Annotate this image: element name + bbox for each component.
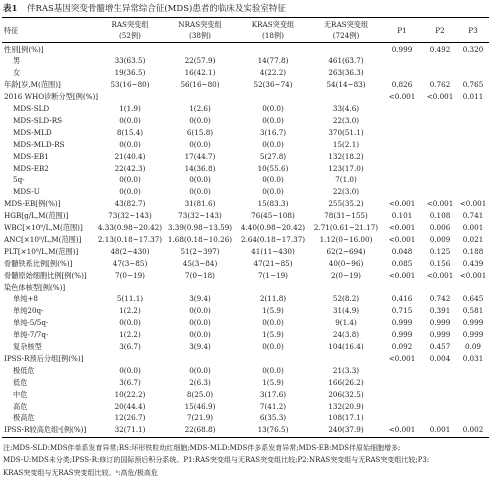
cell-c1: 32(71.1)	[114, 425, 146, 435]
cell-c1: 0(0.0)	[119, 115, 141, 125]
cell-p3: 0.002	[462, 425, 484, 435]
cell-c2: 3.39(0.98~13.59)	[167, 223, 233, 232]
cell-p3: 0.031	[462, 353, 484, 363]
table-row	[2, 164, 489, 175]
row-label: 2016 WHO诊断分型[例(%)]	[4, 92, 99, 102]
cell-c1: 8(15.4)	[116, 127, 144, 137]
cell-p3: 0.021	[462, 234, 484, 244]
header-group-1-name: RAS突变组	[111, 20, 149, 29]
table-row	[2, 235, 489, 246]
cell-c2: 31(81.6)	[184, 199, 216, 209]
cell-p3: 0.001	[462, 223, 484, 232]
cell-c4: 104(16.4)	[328, 342, 364, 351]
cell-c4: 206(32.5)	[328, 389, 364, 399]
row-label: MDS-SLD	[13, 104, 50, 113]
cell-c4: 2(0~19)	[331, 270, 361, 280]
cell-p2: 0.006	[429, 223, 451, 232]
cell-p3: 0.999	[462, 318, 484, 328]
cell-c4: 2.71(0.61~21.17)	[313, 223, 379, 232]
cell-c4: 132(18.2)	[328, 151, 364, 161]
cell-c4: 108(17.1)	[328, 413, 364, 423]
header-group-2-n: (38例)	[189, 31, 211, 40]
cell-c3: 14(77.8)	[257, 56, 289, 66]
row-label: MDS-SLD-RS	[13, 115, 63, 125]
cell-p1: <0.001	[388, 234, 416, 244]
row-label: 单纯-5/5q-	[13, 318, 49, 328]
cell-c3: 5(27.8)	[259, 151, 287, 161]
cell-c1: 33(63.5)	[114, 56, 146, 66]
cell-p3: <0.001	[459, 270, 487, 280]
row-label: 中危	[13, 389, 28, 399]
cell-c4: 9(1.4)	[335, 318, 357, 328]
cell-c2: 73(32~143)	[178, 211, 222, 221]
cell-p1: 0.999	[391, 318, 413, 328]
cell-c3: 0(0.0)	[262, 318, 284, 328]
note-line: MDS-U:MDS未分类;IPSS-R:修订的国际预后积分系统。P1:RAS突变组与无RAS突变组比较;P2:NRAS突变组与无RAS突变组比较;P3:	[3, 456, 430, 465]
cell-p1: <0.001	[388, 353, 416, 363]
cell-c4: 7(1.0)	[335, 175, 357, 185]
cell-c2: 0(0.0)	[189, 365, 211, 375]
cell-c1: 1(2.2)	[119, 330, 141, 340]
cell-c4: 15(2.1)	[332, 139, 360, 149]
cell-c2: 0(0.0)	[189, 139, 211, 149]
cell-c3: 0(0.0)	[262, 365, 284, 375]
cell-c3: 7(41.2)	[259, 401, 287, 411]
cell-c3: 4.40(0.98~20.42)	[240, 223, 306, 232]
cell-c1: 0(0.0)	[119, 139, 141, 149]
cell-c4: 255(35.2)	[328, 199, 364, 209]
cell-c4: 78(31~155)	[324, 211, 368, 221]
cell-p1: <0.001	[388, 199, 416, 209]
cell-c4: 21(3.3)	[332, 365, 360, 375]
note-line: 注:MDS-SLD:MDS伴单系发育异常;RS:环形铁粒幼红细胞;MDS-MLD:MDS伴多系发育异常;MDS-EB:MDS伴原始细胞增多;	[3, 444, 401, 452]
cell-c2: 6(15.8)	[186, 127, 214, 137]
cell-p3: 0.439	[462, 258, 484, 268]
cell-c4: 166(26.2)	[328, 377, 364, 387]
cell-c4: 370(51.1)	[328, 127, 364, 137]
cell-c3: 0(0.0)	[262, 175, 284, 185]
table-row	[2, 402, 489, 413]
cell-c3: 4(22.2)	[259, 68, 287, 78]
row-label: IPSS-R预后分组[例(%)]	[4, 353, 84, 363]
cell-p2: 0.457	[429, 342, 451, 351]
cell-p2: <0.001	[426, 270, 454, 280]
header-feature: 特征	[4, 26, 19, 35]
cell-p1: 0.999	[391, 330, 413, 340]
cell-p1: 0.826	[391, 80, 413, 90]
cell-c3: 52(36~74)	[253, 80, 293, 90]
row-label: MDS-EB1	[13, 151, 49, 161]
cell-c1: 73(32~143)	[108, 211, 152, 221]
cell-c4: 22(3.0)	[332, 187, 360, 197]
cell-c4: 40(0~96)	[328, 258, 364, 268]
cell-c3: 41(11~430)	[251, 246, 295, 256]
table-row	[2, 187, 489, 198]
cell-c1: 10(22.2)	[114, 389, 146, 399]
cell-c2: 0(0.0)	[189, 306, 211, 316]
row-label: 性别[例(%)]	[4, 44, 44, 54]
cell-c2: 7(0~18)	[185, 270, 215, 280]
cell-c3: 0(0.0)	[262, 187, 284, 197]
header-group-4-name: 无RAS突变组	[323, 20, 369, 29]
cell-c2: 1(2.6)	[189, 104, 211, 113]
table-row	[2, 413, 489, 424]
cell-c3: 7(1~19)	[258, 270, 288, 280]
table-row	[2, 175, 489, 186]
table-row	[2, 354, 489, 365]
cell-c1: 19(36.5)	[114, 68, 146, 78]
cell-p2: 0.762	[429, 80, 451, 90]
cell-p2: 0.999	[429, 330, 451, 340]
row-label: 极低危	[13, 365, 35, 375]
cell-p1: 0.092	[391, 342, 413, 351]
cell-c1: 2.13(0.18~17.37)	[97, 234, 163, 244]
cell-c3: 15(83.3)	[257, 199, 289, 209]
bottom-rule	[2, 437, 489, 438]
cell-c2: 17(44.7)	[184, 151, 216, 161]
cell-c1: 3(6.7)	[119, 377, 141, 387]
cell-p3: 0.581	[462, 306, 484, 316]
cell-p3: 0.765	[462, 80, 484, 90]
row-label: 复杂核型	[13, 342, 42, 351]
cell-c2: 0(0.0)	[189, 115, 211, 125]
cell-p2: <0.001	[426, 199, 454, 209]
cell-c1: 1(2.2)	[119, 306, 141, 316]
row-label: 染色体核型[例(%)]	[4, 282, 66, 292]
row-label: MDS-MLD-RS	[13, 139, 65, 149]
table-row	[2, 366, 489, 377]
cell-p2: 0.492	[429, 44, 451, 54]
table-row	[2, 390, 489, 401]
cell-c3: 3(17.6)	[259, 389, 287, 399]
row-label: MDS-MLD	[13, 127, 52, 137]
header-group-3-n: (18例)	[262, 31, 284, 40]
cell-c2: 45(3~84)	[182, 258, 218, 268]
cell-c2: 2(6.3)	[189, 377, 211, 387]
cell-p2: 0.391	[429, 306, 451, 316]
cell-p2: 0.001	[429, 425, 451, 435]
row-label: 单纯-7/7q-	[13, 330, 49, 340]
cell-c1: 0(0.0)	[119, 365, 141, 375]
table-row	[2, 92, 489, 103]
cell-c2: 56(16~80)	[180, 80, 220, 90]
cell-c3: 76(45~108)	[251, 211, 295, 221]
cell-c1: 21(40.4)	[114, 151, 146, 161]
row-label: 骨髓铁系比例[例(%)]	[4, 258, 73, 268]
table-row	[2, 306, 489, 317]
cell-c2: 22(57.9)	[184, 56, 216, 66]
cell-p3: 0.011	[462, 92, 484, 102]
cell-p2: 0.999	[429, 318, 451, 328]
table-row	[2, 68, 489, 79]
row-label: HGB[g/L,M(范围)]	[4, 211, 69, 221]
table-row	[2, 152, 489, 163]
cell-c1: 1(1.9)	[119, 104, 141, 113]
cell-c3: 0(0.0)	[262, 115, 284, 125]
table-caption	[0, 2, 491, 16]
cell-c4: 62(2~694)	[326, 246, 366, 256]
cell-c3: 6(35.3)	[259, 413, 287, 423]
cell-p1: 0.085	[391, 258, 413, 268]
row-label: IPSS-R较高危组ᵃ[例(%)]	[4, 425, 87, 435]
cell-p1: 0.416	[391, 294, 413, 304]
table-row	[2, 128, 489, 139]
cell-c3: 2.64(0.18~17.37)	[240, 234, 306, 244]
cell-c4: 1.12(0~16.00)	[319, 234, 373, 244]
row-label: 极高危	[13, 413, 35, 423]
row-label: 女	[13, 68, 21, 78]
cell-c4: 22(3.0)	[332, 115, 360, 125]
cell-p1: <0.001	[388, 223, 416, 232]
table-row	[2, 271, 489, 282]
cell-c1: 47(3~85)	[112, 258, 148, 268]
table-row	[2, 378, 489, 389]
row-label: 低危	[13, 377, 28, 387]
cell-c3: 1(5.9)	[262, 306, 284, 316]
row-label: 年龄[岁,M(范围)]	[4, 80, 61, 90]
cell-p3: 0.09	[464, 342, 481, 351]
cell-c1: 0(0.0)	[119, 318, 141, 328]
table-row	[2, 140, 489, 151]
row-label: 骨髓原始细胞比例[例(%)]	[4, 270, 87, 280]
cell-p3: 0.188	[462, 246, 484, 256]
cell-p1: 0.715	[391, 306, 413, 316]
cell-c4: 240(37.9)	[328, 425, 364, 435]
cell-c4: 461(63.7)	[328, 56, 364, 66]
cell-c1: 43(82.7)	[114, 199, 146, 209]
cell-c2: 51(2~397)	[180, 246, 220, 256]
table-row	[2, 45, 489, 56]
cell-c3: 3(16.7)	[259, 127, 287, 137]
row-label: 高危	[13, 401, 28, 411]
note-line: KRAS突变组与无RAS突变组比较。ᵃ:高危/极高危	[3, 468, 158, 477]
table-row	[2, 330, 489, 341]
cell-c3: 47(21~85)	[253, 258, 293, 268]
row-label: MDS-U	[13, 187, 40, 197]
cell-p2: <0.001	[426, 92, 454, 102]
cell-c1: 0(0.0)	[119, 175, 141, 185]
row-label: ANC[×10⁹/L,M(范围)]	[4, 234, 82, 244]
cell-p3: 0.320	[462, 44, 484, 54]
cell-c1: 12(26.7)	[114, 413, 146, 423]
cell-c3: 0(0.0)	[262, 342, 284, 351]
cell-p2: 0.125	[429, 246, 451, 256]
header-group-2-name: NRAS突变组	[178, 20, 222, 29]
cell-c2: 3(9.4)	[189, 342, 211, 351]
cell-p3: 0.645	[462, 294, 484, 304]
cell-c4: 123(17.0)	[328, 163, 364, 173]
row-label: MDS-EB[例(%)]	[4, 199, 61, 209]
row-label: PLT[×10⁹/L,M(范围)]	[4, 246, 79, 256]
table-row	[2, 116, 489, 127]
cell-c2: 8(25.0)	[186, 389, 214, 399]
cell-c2: 0(0.0)	[189, 175, 211, 185]
header-group-1-n: (52例)	[119, 31, 141, 40]
cell-c4: 54(14~83)	[326, 80, 366, 90]
cell-p3: 0.999	[462, 330, 484, 340]
cell-c4: 132(20.9)	[328, 401, 364, 411]
cell-p3: <0.001	[459, 199, 487, 209]
cell-c1: 4.33(0.98~20.42)	[97, 223, 163, 232]
table-notes	[3, 442, 489, 479]
cell-c2: 0(0.0)	[189, 330, 211, 340]
cell-p2: 0.742	[429, 294, 451, 304]
cell-c3: 1(5.9)	[262, 330, 284, 340]
table-row	[2, 318, 489, 329]
table-row	[2, 247, 489, 258]
table-row	[2, 56, 489, 67]
cell-p1: <0.001	[388, 270, 416, 280]
cell-c1: 48(2~430)	[110, 246, 150, 256]
table-row	[2, 199, 489, 210]
row-label: 5q-	[13, 175, 25, 185]
header-p2: P2	[435, 26, 445, 35]
cell-c1: 53(16~80)	[110, 80, 150, 90]
cell-c4: 33(4.6)	[332, 104, 360, 113]
cell-c3: 0(0.0)	[262, 104, 284, 113]
table-row	[2, 283, 489, 294]
cell-c2: 16(42.1)	[184, 68, 216, 78]
table-row	[2, 259, 489, 270]
cell-c3: 0(0.0)	[262, 139, 284, 149]
table-row	[2, 80, 489, 91]
cell-c2: 15(46.9)	[184, 401, 216, 411]
cell-p3: 0.741	[462, 211, 484, 221]
cell-p2: 0.009	[429, 234, 451, 244]
header-p1: P1	[397, 26, 407, 35]
row-label: 男	[13, 56, 21, 66]
cell-c2: 3(9.4)	[189, 294, 211, 304]
table-row	[2, 294, 489, 305]
table-number: 表1	[3, 4, 18, 14]
cell-p2: 0.004	[429, 353, 451, 363]
cell-c2: 0(0.0)	[189, 318, 211, 328]
cell-c1: 5(11.1)	[116, 294, 144, 304]
cell-c1: 22(42.3)	[114, 163, 146, 173]
cell-p1: 0.999	[391, 44, 413, 54]
cell-c2: 0(0.0)	[189, 187, 211, 197]
cell-c4: 24(3.8)	[332, 330, 360, 340]
table-row	[2, 104, 489, 115]
cell-c2: 7(21.9)	[186, 413, 214, 423]
cell-c1: 3(6.7)	[119, 342, 141, 351]
cell-c2: 22(68.8)	[184, 425, 216, 435]
cell-c1: 20(44.4)	[114, 401, 146, 411]
cell-p1: <0.001	[388, 425, 416, 435]
table-title: 伴RAS基因突变骨髓增生异常综合征(MDS)患者的临床及实验室特征	[27, 4, 286, 14]
cell-c3: 1(5.9)	[262, 377, 284, 387]
row-label: WBC[×10⁹/L,M(范围)]	[4, 223, 83, 232]
cell-c4: 52(8.2)	[332, 294, 360, 304]
cell-c4: 31(4.9)	[332, 306, 360, 316]
cell-c4: 263(36.3)	[328, 68, 364, 78]
cell-p1: 0.048	[391, 246, 413, 256]
table-row	[2, 211, 489, 222]
cell-c1: 7(0~19)	[115, 270, 145, 280]
table-row	[2, 425, 489, 436]
cell-p1: 0.101	[391, 211, 413, 221]
header-rule	[2, 42, 489, 43]
cell-p2: 0.156	[429, 258, 451, 268]
row-label: MDS-EB2	[13, 163, 49, 173]
cell-p2: 0.108	[429, 211, 451, 221]
cell-c2: 14(36.8)	[184, 163, 216, 173]
table-row	[2, 342, 489, 353]
top-rule	[2, 17, 489, 18]
cell-c3: 2(11.8)	[259, 294, 287, 304]
row-label: 单纯+8	[13, 294, 38, 304]
header-group-4-n: (724例)	[332, 31, 360, 40]
header-group-3-name: KRAS突变组	[251, 20, 295, 29]
cell-p1: <0.001	[388, 92, 416, 102]
cell-c1: 0(0.0)	[119, 187, 141, 197]
cell-c3: 13(76.5)	[257, 425, 289, 435]
header-p3: P3	[468, 26, 478, 35]
row-label: 单纯20q-	[13, 306, 44, 316]
cell-c2: 1.68(0.18~10.26)	[167, 234, 233, 244]
cell-c3: 10(55.6)	[257, 163, 289, 173]
table-row	[2, 223, 489, 234]
